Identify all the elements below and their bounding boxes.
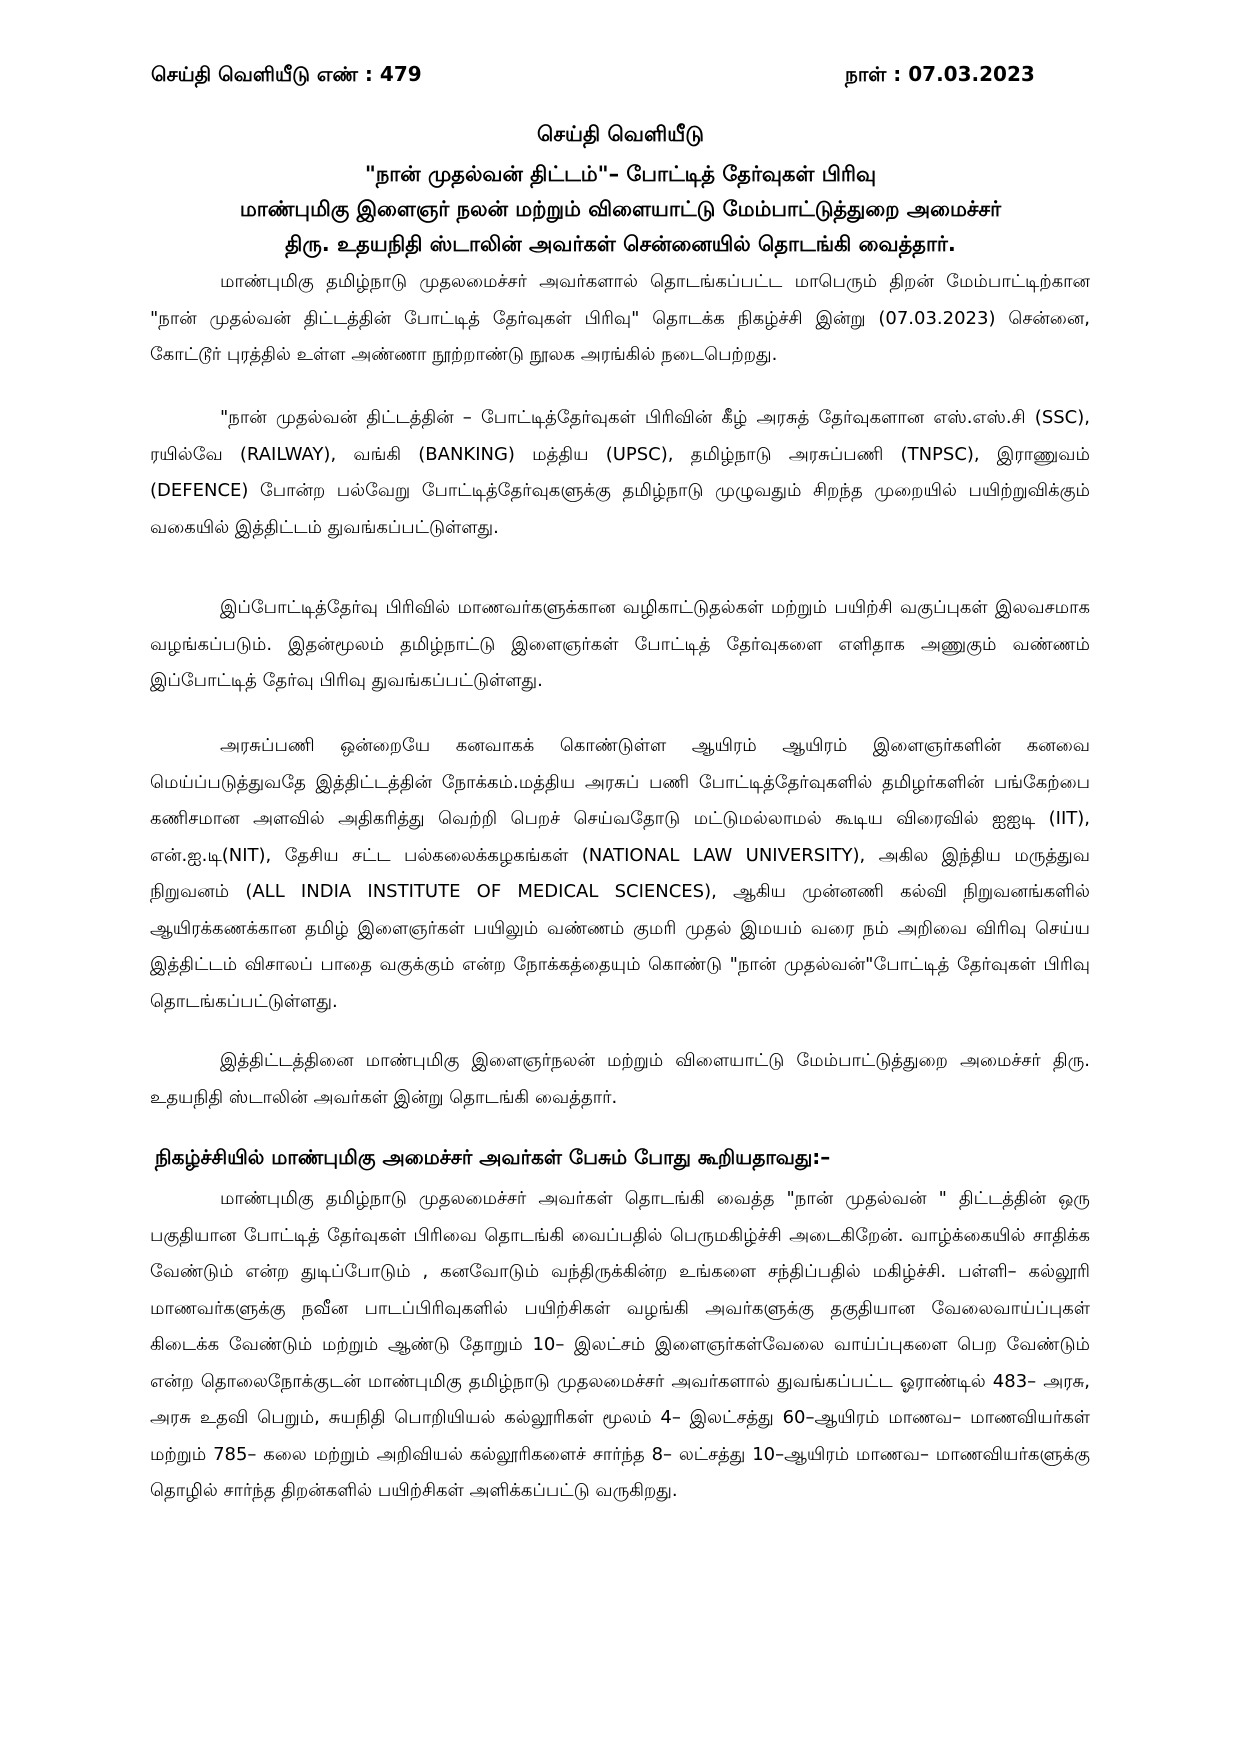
title-line-3: திரு. உதயநிதி ஸ்டாலின் அவர்கள் சென்னையில் தொடங்கி வைத்தார். [285,232,956,256]
paragraph-3: இப்போட்டித்தேர்வு பிரிவில் மாணவர்களுக்கான வழிகாட்டுதல்கள் மற்றும் பயிற்சி வகுப்புகள் இலவசமாக வழங்கப்படும். இதன்மூலம் தமிழ்நாட்டு இளைஞர்கள் போட்டித் தேர்வுகளை எளிதாக அணுகும் வண்ணம் இப்போட்டித் தேர்வு பிரிவு துவங்கப்பட்டுள்ளது. [150,597,1090,691]
title-line-1: "நான் முதல்வன் திட்டம்"– போட்டித் தேர்வுகள் பிரிவு [364,162,877,186]
paragraph-4: அரசுப்பணி ஒன்றையே கனவாகக் கொண்டுள்ள ஆயிரம் ஆயிரம் இளைஞர்களின் கனவை மெய்ப்படுத்துவதே இத்திட்டத்தின் நோக்கம்.மத்திய அரசுப் பணி போட்டித்தேர்வுகளில் தமிழர்களின் பங்கேற்பை கணிசமான அளவில் அதிகரித்து வெற்றி பெறச் செய்வதோடு மட்டுமல்லாமல் கூடிய விரைவில் ஐஐடி (IIT), என்.ஐ.டி(NIT), தேசிய சட்ட பல்கலைக்கழகங்கள் (NATIONAL LAW UNIVERSITY), அகில இந்திய மருத்துவ நிறுவனம் (ALL INDIA INSTITUTE OF MEDICAL SCIENCES), ஆகிய முன்னணி கல்வி நிறுவனங்களில் ஆயிரக்கணக்கான தமிழ் இளைஞர்கள் பயிலும் வண்ணம் குமரி முதல் இமயம் வரை நம் அறிவை விரிவு செய்ய இத்திட்டம் விசாலப் பாதை வகுக்கும் என்ற நோக்கத்தையும் கொண்டு "நான் முதல்வன்"போட்டித் தேர்வுகள் பிரிவு தொடங்கப்பட்டுள்ளது. [150,735,1090,1012]
paragraph-5: இத்திட்டத்தினை மாண்புமிகு இளைஞர்நலன் மற்றும் விளையாட்டு மேம்பாட்டுத்துறை அமைச்சர் திரு. உதயநிதி ஸ்டாலின் அவர்கள் இன்று தொடங்கி வைத்தார். [150,1050,1090,1108]
release-date: நாள் : 07.03.2023 [845,62,1035,86]
speech-paragraph: மாண்புமிகு தமிழ்நாடு முதலமைச்சர் அவர்கள் தொடங்கி வைத்த "நான் முதல்வன் " திட்டத்தின் ஒரு பகுதியான போட்டித் தேர்வுகள் பிரிவை தொடங்கி வைப்பதில் பெருமகிழ்ச்சி அடைகிறேன். வாழ்க்கையில் சாதிக்க வேண்டும் என்ற துடிப்போடும் , கனவோடும் வந்திருக்கின்ற உங்களை சந்திப்பதில் மகிழ்ச்சி. பள்ளி– கல்லூரி மாணவர்களுக்கு நவீன பாடப்பிரிவுகளில் பயிற்சிகள் வழங்கி அவர்களுக்கு தகுதியான வேலைவாய்ப்புகள் கிடைக்க வேண்டும் மற்றும் ஆண்டு தோறும் 10– இலட்சம் இளைஞர்கள்வேலை வாய்ப்புகளை பெற வேண்டும் என்ற தொலைநோக்குடன் மாண்புமிகு தமிழ்நாடு முதலமைச்சர் அவர்களால் துவங்கப்பட்ட ஓராண்டில் 483– அரசு, அரசு உதவி பெறும், சுயநிதி பொறியியல் கல்லூரிகள் மூலம் 4– இலட்சத்து 60–ஆயிரம் மாணவ– மாணவியர்கள் மற்றும் 785– கலை மற்றும் அறிவியல் கல்லூரிகளைச் சார்ந்த 8– லட்சத்து 10–ஆயிரம் மாணவ– மாணவியர்களுக்கு தொழில் சார்ந்த திறன்களில் பயிற்சிகள் அளிக்கப்பட்டு வருகிறது. [150,1188,1090,1501]
document-label: செய்தி வெளியீடு [537,122,704,146]
release-number: செய்தி வெளியீடு எண் : 479 [151,62,422,86]
paragraph-2: "நான் முதல்வன் திட்டத்தின் – போட்டித்தேர்வுகள் பிரிவின் கீழ் அரசுத் தேர்வுகளான எஸ்.எஸ்.சி (SSC), ரயில்வே (RAILWAY), வங்கி (BANKING) மத்திய (UPSC), தமிழ்நாடு அரசுப்பணி (TNPSC), இராணுவம் (DEFENCE) போன்ற பல்வேறு போட்டித்தேர்வுகளுக்கு தமிழ்நாடு முழுவதும் சிறந்த முறையில் பயிற்றுவிக்கும் வகையில் இத்திட்டம் துவங்கப்பட்டுள்ளது. [150,407,1090,538]
speech-subheading: நிகழ்ச்சியில் மாண்புமிகு அமைச்சர் அவர்கள் பேசும் போது கூறியதாவது:– [155,1145,831,1169]
title-line-2: மாண்புமிகு இளைஞர் நலன் மற்றும் விளையாட்டு மேம்பாட்டுத்துறை அமைச்சர் [239,197,1002,221]
paragraph-1: மாண்புமிகு தமிழ்நாடு முதலமைச்சர் அவர்களால் தொடங்கப்பட்ட மாபெரும் திறன் மேம்பாட்டிற்கான "நான் முதல்வன் திட்டத்தின் போட்டித் தேர்வுகள் பிரிவு" தொடக்க நிகழ்ச்சி இன்று (07.03.2023) சென்னை, கோட்டூர் புரத்தில் உள்ள அண்ணா நூற்றாண்டு நூலக அரங்கில் நடைபெற்றது. [150,271,1090,365]
